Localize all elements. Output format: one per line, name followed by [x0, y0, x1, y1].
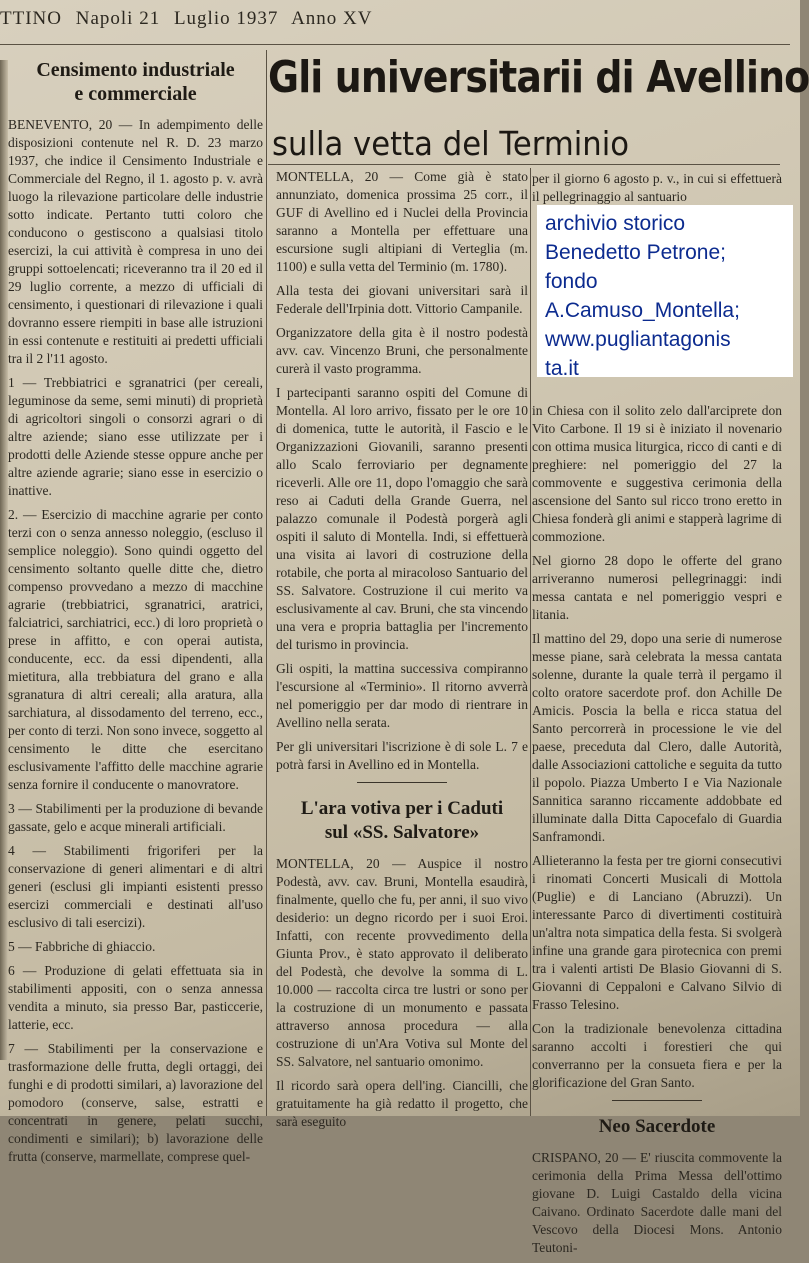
- watermark-line: Benedetto Petrone;: [545, 241, 726, 264]
- masthead: [0, 8, 430, 44]
- festa-paragraph: Con la tradizionale benevolenza cittadina saranno accolti i forestieri che qui converranno per la consueta fiera e per la glorificazione del Gran Santo.: [532, 1021, 782, 1090]
- next-page-edge: [782, 40, 800, 1116]
- ara-paragraph: MONTELLA, 20 — Auspice il nostro Podestà, avv. cav. Bruni, Montella esaudirà, finalmente, quello che fu, per anni, il suo vivo desiderio: un degno ricordo per i suoi Eroi. Infatti, con recente provvedimento della Giunta Prov., è stato approvato il deliberato del Podestà, che devolve la somma di L. 10.000 — raccolta circa tre lustri or sono per la costruzione di un monumento e passata attraverso annosa procedura — alla costruzione di un'Ara Votiva sul Monte del SS. Salvatore, nel santuario omonimo.: [276, 856, 528, 1069]
- ara-headline: [276, 797, 528, 845]
- festa-paragraph: Nel giorno 28 dopo le offerte del grano arriveranno numerosi pellegrinaggi: indi messa cantata e nel pomeriggio vespri e litania.: [532, 553, 782, 622]
- festa-paragraph: in Chiesa con il solito zelo dall'arciprete don Vito Carbone. Il 19 si è iniziato il novenario con ottima musica liturgica, ricco di canti e di preghiere: nel pomeriggio del 27 la commovente e suggestiva cerimonia della ascensione del Santo sul ricco trono eretto in Chiesa fonderà gli animi e stapperà lagrime di commozione.: [532, 403, 782, 544]
- festa-paragraph: Il mattino del 29, dopo una serie di numerose messe piane, sarà celebrata la messa cantata solenne, durante la quale terrà il pergamo il colto oratore sacerdote prof. don Achille De Amicis. Poscia la bella e ricca statua del Santo percorrerà in processione le vie del paese, preceduta dal Clero, dalle Autorità, dalle Associazioni cattoliche e seguita da tutto il popolo. Piazza Umberto I e Via Nazionale Sannitica saranno riccamente addobbate ed illuminate dalla Ditta Capocefalo di Guardia Sanframondi.: [532, 631, 782, 844]
- binding-shadow: [0, 60, 8, 1060]
- article-paragraph: MONTELLA, 20 — Come già è stato annunziato, domenica prossima 25 corr., il GUF di Avellino ed i Nuclei della Provincia saranno a Montella per effettuare una escursione sugli altipiani di Verteglia (m. 1100) e sulla vetta del Terminio (m. 1780).: [276, 169, 528, 274]
- masthead-paper: TTINO: [0, 8, 62, 29]
- festa-top-lines: per il giorno 6 agosto p. v., in cui si effettuerà il pellegrinaggio al santuario: [532, 171, 782, 204]
- article-paragraph: Organizzatore della gita è il nostro podestà avv. cav. Vincenzo Bruni, che personalmente curerà il vasto programma.: [276, 325, 528, 376]
- ara-paragraph: Il ricordo sarà opera dell'ing. Ciancilli, che gratuitamente ha già redatto il progetto, che sarà eseguito: [276, 1078, 528, 1129]
- column-rule-1: [266, 50, 267, 1116]
- census-paragraph: BENEVENTO, 20 — In adempimento delle disposizioni contenute nel R. D. 23 marzo 1937, che indice il Censimento Industriale e Commerciale del Regno, il 1. agosto p. v. avrà luogo la rilevazione particolare delle industrie sotto indicate. Pertanto tutti coloro che conducono o gestiscono a qualsiasi titolo esercizi, la cui attività è compresa in uno dei gruppi sottoelencati; riceveranno tra il 20 ed il 29 luglio corrente, a mezzo di ufficiali di censimento, i questionari di rilevazione i quali dovranno essere riempiti in base alle istruzioni in essi contenute e restituiti ai predetti ufficiali tra il 2 l'11 agosto.: [8, 117, 263, 366]
- census-headline-line2: e commerciale: [74, 83, 197, 105]
- census-paragraph: 7 — Stabilimenti per la conservazione e trasformazione delle frutta, degli ortaggi, dei funghi e di prodotti similari, a) lavorazione del pomodoro (conserve, salse, estratti e concentrati in genere, pelati succhi, condimenti e similari); b) lavorazione delle frutta (conserve, marmellate, comprese quel-: [8, 1041, 263, 1164]
- census-paragraph: 2. — Esercizio di macchine agrarie per conto terzi con o senza annesso noleggio, (escluso il semplice noleggio). Sono quindi oggetto del censimento soltanto quelle ditte che, dietro compenso provvedano a mezzo di macchine agrarie (trebbiatrici, sgranatrici, aratrici, falciatrici, sarchiatrici, ecc.) di loro proprietà o prese in affitto, e con operai autista, conducente, ecc. da essi dipendenti, alla mietitura, alla trebbiatura del grano e alla sgranatura di altri cereali; alla aratura, alla sarchiatura, al dissodamento del terreno, ecc., per conto di terzi. Non sono invece, soggetto al censimento le ditte che esercitano esclusivamente l'affitto delle macchine agrarie senza fornire il conducente o manovratore.: [8, 507, 263, 792]
- main-subheadline: sulla vetta del Terminio: [272, 124, 630, 163]
- archive-watermark: [537, 205, 793, 380]
- masthead-date: Luglio 1937: [173, 8, 279, 29]
- universitari-article: [276, 168, 528, 1137]
- census-headline-line1: Censimento industriale: [36, 59, 235, 81]
- masthead-rule: [0, 44, 790, 45]
- article-paragraph: Gli ospiti, la mattina successiva compiranno l'escursione al «Terminio». Il ritorno avverrà nel pomeriggio per dar modo di rientrare in Avellino nella serata.: [276, 661, 528, 730]
- title-rule: [268, 164, 780, 165]
- article-paragraph: I partecipanti saranno ospiti del Comune di Montella. Al loro arrivo, fissato per le ore 10 di domenica, tutte le autorità, il Fascio e le Organizzazioni Giovanili, saranno presenti allo Scalo ferroviario per degnamente riceverli. Alle ore 11, dopo l'omaggio che sarà reso ai Caduti della Grande Guerra, nel palazzo comunale il Podestà porgerà agli ospiti il saluto di Montella. Indi, si effettuerà una visita ai lavori di costruzione della rotabile, che porta al miracoloso Santuario del SS. Salvatore. Costruzione il cui merito va esclusivamente al cav. Bruni, che sta vincendo una vera e propria battaglia per l'incremento del turismo in provincia.: [276, 385, 528, 652]
- article-paragraph: Per gli universitari l'iscrizione è di sole L. 7 e potrà farsi in Avellino ed in Montella.: [276, 739, 528, 772]
- census-headline: [8, 58, 263, 106]
- watermark-line: ta.it: [545, 357, 579, 380]
- census-paragraph: 1 — Trebbiatrici e sgranatrici (per cereali, leguminose da seme, semi minuti) di proprietà di agricoltori singoli o consorzi agrari o di altre aziende; siano esse utilizzate per i prodotti delle Aziende stesse oppure anche per altre aziende agrarie; siano esse in esercizio o inattive.: [8, 375, 263, 498]
- article-divider: [612, 1100, 702, 1101]
- column-rule-2: [530, 168, 531, 1116]
- masthead-year: Anno XV: [291, 8, 373, 29]
- article-paragraph: Alla testa dei giovani universitari sarà il Federale dell'Irpinia dott. Vittorio Campanile.: [276, 283, 528, 316]
- ara-headline-line2: sul «SS. Salvatore»: [324, 822, 480, 843]
- watermark-line: www.pugliantagonis: [545, 328, 731, 351]
- census-paragraph: 6 — Produzione di gelati effettuata sia in stabilimenti appositi, con o senza annessa vendita a minuto, sia presso Bar, pasticcerie, latterie, ecc.: [8, 963, 263, 1032]
- sacerdote-paragraph: CRISPANO, 20 — E' riuscita commovente la cerimonia della Prima Messa dell'ottimo giovane D. Luigi Castaldo della vicina Caivano. Ordinato Sacerdote dalle mani del Vescovo della Diocesi Mons. Antonio Teutoni-: [532, 1150, 782, 1255]
- watermark-line: fondo: [545, 270, 598, 293]
- watermark-line: A.Camuso_Montella;: [545, 299, 740, 322]
- census-paragraph: 3 — Stabilimenti per la produzione di bevande gassate, gelo e acque minerali artificiali.: [8, 801, 263, 834]
- main-headline: Gli universitarii di Avellino: [268, 52, 809, 103]
- article-divider: [357, 782, 447, 783]
- census-paragraph: 5 — Fabbriche di ghiaccio.: [8, 939, 156, 954]
- census-article: [8, 58, 263, 1172]
- masthead-city: Napoli 21: [75, 8, 161, 29]
- sacerdote-headline: Neo Sacerdote: [598, 1116, 716, 1137]
- watermark-line: archivio storico: [545, 212, 686, 235]
- festa-paragraph: Allieteranno la festa per tre giorni consecutivi i rinomati Concerti Musicali di Mottola (Puglie) e di Lanciano (Abruzzi). Un interessante Parco di divertimenti costituirà un'altra nota simpatica della festa. Si svolgerà infine una grande gara pirotecnica con premi tra i valenti artisti De Blasio Giovanni di S. Giovanni di Ceppaloni e Calvano Silvio di Frasso Telesino.: [532, 853, 782, 1012]
- ara-headline-line1: L'ara votiva per i Caduti: [300, 798, 504, 819]
- census-paragraph: 4 — Stabilimenti frigoriferi per la conservazione di generi alimentari e di altri generi (esclusi gli impianti esistenti presso esercizi commerciali e destinati all'uso esclusivo di tali esercizi).: [8, 843, 263, 930]
